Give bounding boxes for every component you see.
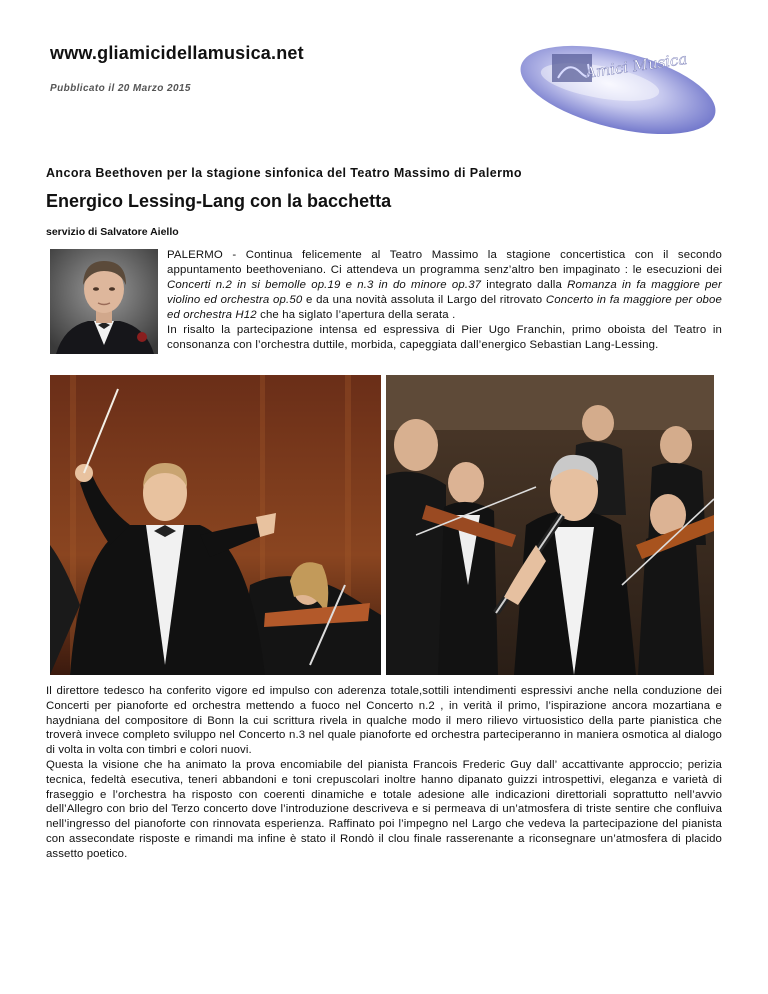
article-intro [167, 248, 722, 353]
body-paragraph-2: Questa la visione che ha animato la prova encomiabile del pianista Francois Frederic Guy dall’ accattivante approccio; perizia tecnica, fedeltà esecutiva, teneri abbandoni e toni crepuscolari inoltre hanno dipanato guizzi introspettivi, eleganza e varietà di fraseggio e l’orchestra ha risposto con coerenti dinamiche e totale adesione alle indicazioni direttoriali soprattutto nell’avvio dell’Allegro con brio del Terzo concerto dove l’introduzione descriveva e si permeava di un’atmosfera di triste sentire che confluiva nell’ingresso del pianoforte con rinnovata esperienza. Raffinato poi l’impegno nel Largo che vedeva la partecipazione del pianista con assecondate risposte e rimandi ma infine è stato il Rondò il clou finale rasserenante a riconsegnare un’atmosfera di placido assetto poetico. [46, 758, 722, 860]
article-body [46, 684, 722, 862]
intro-text: che ha siglato l’apertura della serata . [256, 309, 456, 321]
author-portrait-image [50, 249, 158, 354]
site-logo[interactable] [508, 42, 720, 134]
intro-text: e da una novità assoluta il Largo del ritrovato [302, 294, 546, 306]
intro-text: PALERMO - Continua felicemente al Teatro Massimo la stagione concertistica con il secondo appuntamento beethoveniano. Ci attendeva un programma senz’altro ben impaginato : le esecuzioni dei [167, 249, 722, 276]
orchestra-photo [386, 375, 714, 675]
intro-text: integrato dalla [481, 279, 568, 291]
conductor-photo [50, 375, 381, 675]
site-url[interactable]: www.gliamicidellamusica.net [50, 43, 304, 63]
article-byline: servizio di Salvatore Aiello [46, 226, 179, 238]
intro-italic-works: Concerti n.2 in si bemolle op.19 e n.3 in do minore op.37 [167, 279, 482, 291]
intro-paragraph [167, 248, 722, 323]
body-paragraph-1: Il direttore tedesco ha conferito vigore ed impulso con aderenza totale,sottili intendimenti espressivi anche nella conduzione dei Concerti per pianoforte ed orchestra mettendo a fuoco nel Concerto n.2 , in verità il primo, l’ispirazione ancora mozartiana e haydniana del compositore di Bonn la cui scrittura rivela in qualche modo il mero rilievo virtuosistico della parte pianistica che troverà invece completo sviluppo nel Concerto n.3 nel quale pianoforte ed orchestra parteciperanno in maniera osmotica al dialogo di volta in volta con timbri e colori nuovi. [46, 685, 722, 757]
logo-text: Amici Musica [584, 49, 689, 82]
article-kicker: Ancora Beethoven per la stagione sinfonica del Teatro Massimo di Palermo [46, 166, 522, 180]
intro-paragraph-2: In risalto la partecipazione intensa ed espressiva di Pier Ugo Franchin, primo oboista del Teatro in consonanza con l’orchestra duttile, morbida, capeggiata dall’energico Sebastian Lang-Lessing. [167, 324, 722, 351]
article-headline: Energico Lessing-Lang con la bacchetta [46, 191, 392, 211]
intro-italic-concerto-oboe: Concerto in fa maggiore per oboe ed orchestra H12 [167, 294, 723, 321]
publish-date: Pubblicato il 20 Marzo 2015 [50, 83, 191, 94]
intro-italic-romanza: Romanza in fa maggiore per violino ed orchestra op.50 [167, 279, 722, 306]
